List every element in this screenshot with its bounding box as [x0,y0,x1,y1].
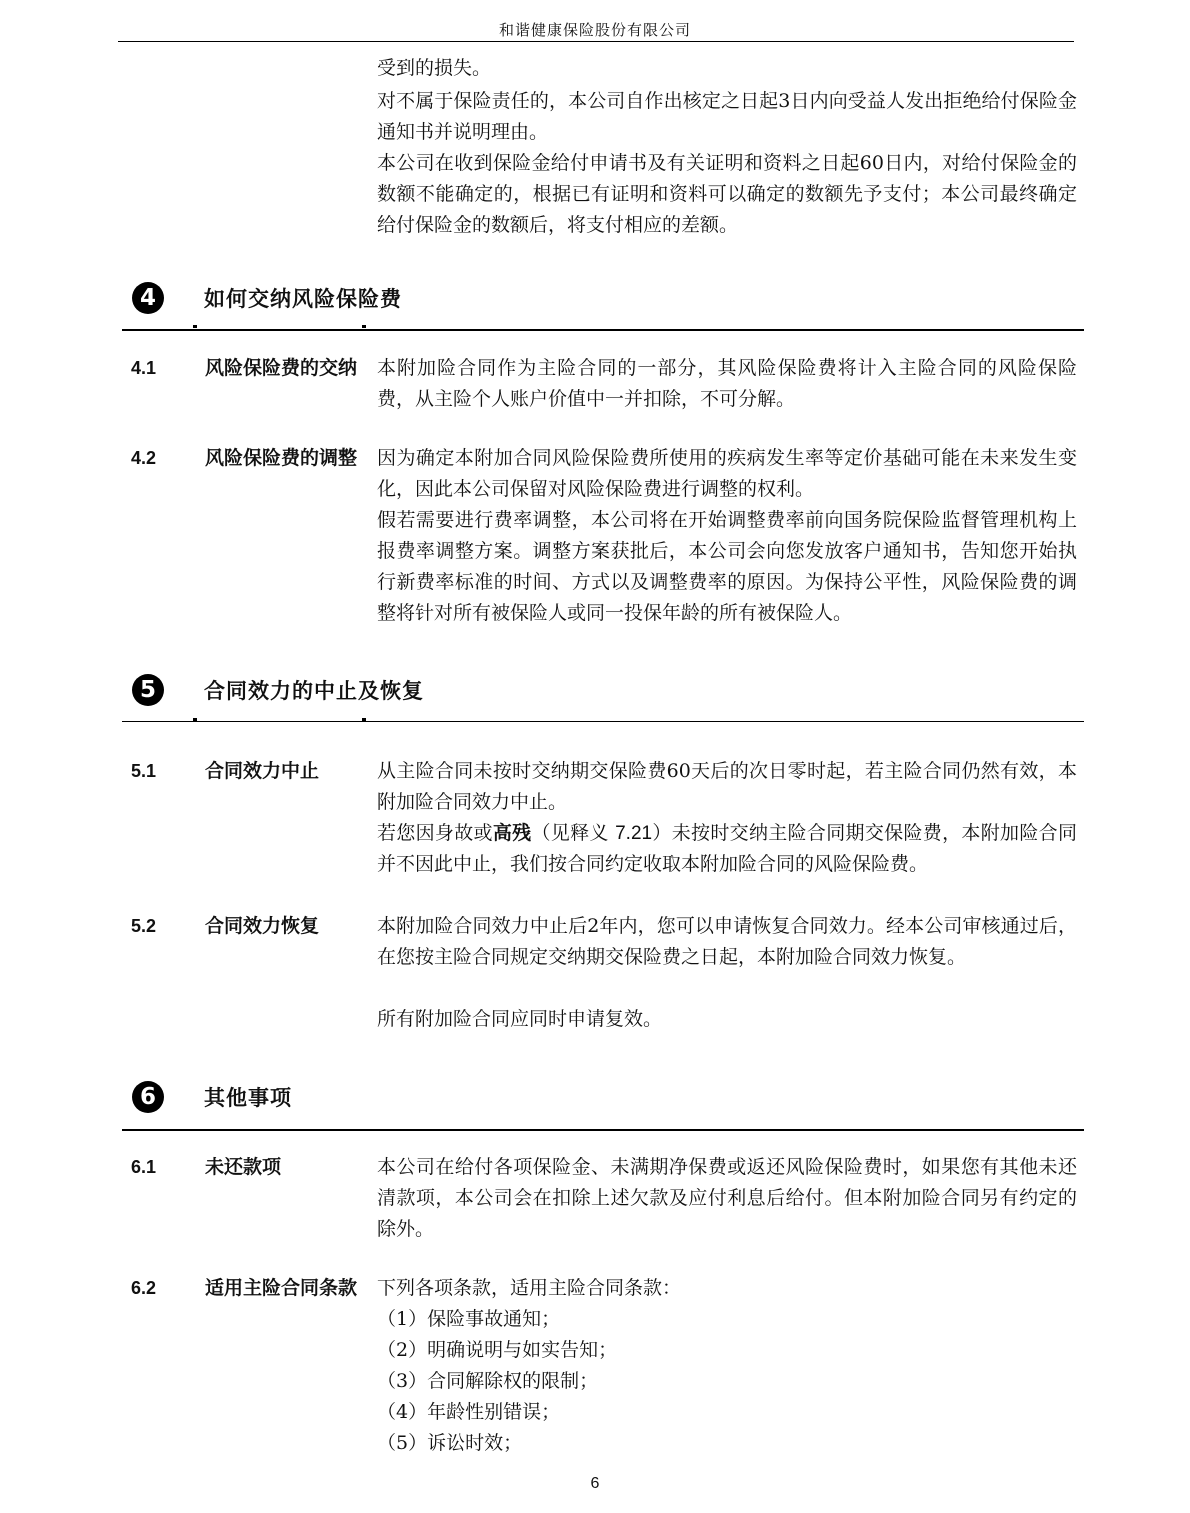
section-4-number-badge: 4 [132,282,164,314]
clause-5-2-text-2: 所有附加险合同应同时申请复效。 [377,1008,663,1030]
term-gaocan: 高残 [492,822,532,844]
clause-5-1-title: 合同效力中止 [205,760,320,782]
section-5-divider [122,721,1084,722]
list-item: （1）保险事故通知； [377,1308,561,1330]
page-number: 6 [590,1475,600,1492]
section-4-heading [132,280,402,316]
clause-6-2-number: 6.2 [131,1278,157,1298]
definition-reference: 7.21 [615,823,653,844]
clause-4-2-text-2: 假若需要进行费率调整，本公司将在开始调整费率前向国务院保险监督管理机构上报费率调整方案。调整方案获批后，本公司会向您发放客户通知书，告知您开始执行新费率标准的时间、方式以及调整费率的原因。为保持公平性，风险保险费的调整将针对所有被保险人或同一投保年龄的所有被保险人。 [377,509,1077,624]
section-4-divider-tick-right [362,325,366,328]
section-5-heading [132,672,424,708]
clause-5-2-title: 合同效力恢复 [205,915,320,937]
clause-4-1-text: 本附加险合同作为主险合同的一部分，其风险保险费将计入主险合同的风险保险费，从主险个人账户价值中一并扣除，不可分解。 [377,357,1077,410]
clause-5-2-text-1: 本附加险合同效力中止后2年内，您可以申请恢复合同效力。经本公司审核通过后，在您按主险合同规定交纳期交保险费之日起，本附加险合同效力恢复。 [377,915,1077,968]
clause-4-2-title: 风险保险费的调整 [205,447,358,469]
list-item: （5）诉讼时效； [377,1432,523,1454]
clause-4-2-number: 4.2 [131,448,157,468]
clause-6-1-number: 6.1 [131,1157,157,1177]
applicable-clauses-list [377,1304,1077,1459]
clause-5-1-paren-open: （见释义 [531,822,609,844]
list-item: （3）合同解除权的限制； [377,1370,599,1392]
clause-5-2-number: 5.2 [131,916,157,936]
section-6-heading [132,1079,292,1115]
clause-5-1-text-2-after: ）未按时交纳主险合同期交保险费，本附加险合同并不因此中止，我们按合同约定收取本附加险合同的风险保险费。 [377,822,1077,875]
section-5-number-badge: 5 [132,674,164,706]
clause-5-1-text-1: 从主险合同未按时交纳期交保险费60天后的次日零时起，若主险合同仍然有效，本附加险合同效力中止。 [377,760,1077,813]
section-6-number-badge: 6 [132,1081,164,1113]
clause-5-1-text-2-before: 若您因身故或 [377,822,493,844]
clause-6-2-intro: 下列各项条款，适用主险合同条款： [377,1277,682,1299]
section-6-title: 其他事项 [204,1085,292,1110]
clause-6-1-text: 本公司在给付各项保险金、未满期净保费或返还风险保险费时，如果您有其他未还清款项，本公司会在扣除上述欠款及应付利息后给付。但本附加险合同另有约定的除外。 [377,1156,1077,1240]
section-4-divider [122,329,1084,331]
intro-line-3: 本公司在收到保险金给付申请书及有关证明和资料之日起60日内，对给付保险金的数额不能确定的，根据已有证明和资料可以确定的数额先予支付；本公司最终确定给付保险金的数额后，将支付相应的差额。 [377,152,1077,236]
header-company-name: 和谐健康保险股份有限公司 [498,21,691,39]
clause-5-1-number: 5.1 [131,761,157,781]
clause-4-2-text-1: 因为确定本附加合同风险保险费所使用的疾病发生率等定价基础可能在未来发生变化，因此本公司保留对风险保险费进行调整的权利。 [377,447,1077,500]
intro-line-1: 受到的损失。 [377,57,492,79]
intro-line-2: 对不属于保险责任的，本公司自作出核定之日起3日内向受益人发出拒绝给付保险金通知书并说明理由。 [377,90,1077,143]
section-5-divider-tick-left [193,718,197,721]
section-5-title: 合同效力的中止及恢复 [204,678,424,703]
clause-4-1-title: 风险保险费的交纳 [205,357,358,379]
section-6-divider [122,1129,1084,1131]
section-4-title: 如何交纳风险保险费 [204,286,402,311]
header-divider [118,41,1074,42]
section-5-divider-tick-right [362,718,366,721]
clause-4-1-number: 4.1 [131,358,157,378]
list-item: （4）年龄性别错误； [377,1401,561,1423]
section-4-divider-tick-left [193,325,197,328]
clause-5-1-text-2 [377,818,1077,880]
list-item: （2）明确说明与如实告知； [377,1339,618,1361]
clause-6-2-title: 适用主险合同条款 [205,1277,358,1299]
clause-6-1-title: 未还款项 [205,1156,282,1178]
